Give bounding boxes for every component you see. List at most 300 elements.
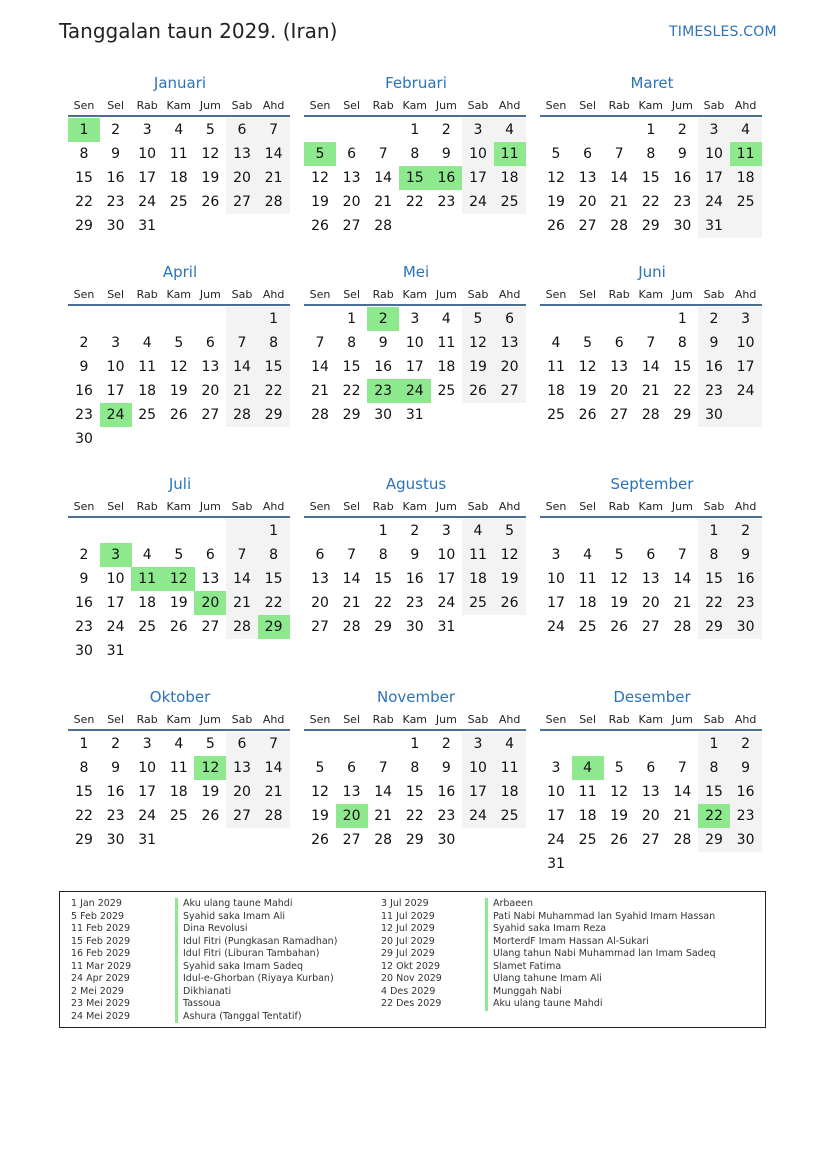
calendar-day[interactable]: 31	[547, 856, 565, 872]
calendar-day[interactable]: 8	[347, 335, 357, 351]
calendar-day[interactable]: 28	[374, 218, 393, 234]
calendar-day[interactable]: 8	[79, 146, 89, 162]
calendar-day[interactable]: 7	[347, 547, 357, 563]
calendar-day[interactable]: 21	[374, 194, 393, 210]
calendar-day[interactable]: 27	[233, 808, 251, 824]
holiday-day[interactable]: 12	[194, 756, 226, 780]
calendar-day[interactable]: 11	[469, 547, 487, 563]
calendar-day[interactable]: 1	[347, 311, 357, 327]
calendar-day[interactable]: 7	[378, 146, 388, 162]
calendar-day[interactable]: 16	[405, 571, 424, 587]
calendar-day[interactable]: 30	[736, 832, 755, 848]
calendar-day[interactable]: 5	[583, 335, 593, 351]
calendar-day[interactable]: 31	[705, 218, 723, 234]
calendar-day[interactable]: 7	[315, 335, 325, 351]
calendar-day[interactable]: 26	[469, 383, 487, 399]
calendar-day[interactable]: 29	[342, 407, 361, 423]
holiday-day[interactable]: 2	[367, 307, 399, 331]
calendar-day[interactable]: 6	[505, 311, 515, 327]
calendar-day[interactable]: 29	[374, 619, 393, 635]
calendar-day[interactable]: 19	[469, 359, 487, 375]
calendar-day[interactable]: 18	[169, 784, 188, 800]
calendar-day[interactable]: 1	[709, 523, 719, 539]
calendar-day[interactable]: 30	[736, 619, 755, 635]
holiday-day[interactable]: 11	[730, 142, 762, 166]
calendar-day[interactable]: 22	[641, 194, 660, 210]
calendar-day[interactable]: 16	[106, 784, 125, 800]
calendar-day[interactable]: 23	[106, 194, 125, 210]
calendar-day[interactable]: 7	[237, 547, 247, 563]
calendar-day[interactable]: 24	[705, 194, 723, 210]
calendar-day[interactable]: 29	[673, 407, 692, 423]
calendar-day[interactable]: 9	[111, 760, 121, 776]
calendar-day[interactable]: 5	[174, 335, 184, 351]
calendar-day[interactable]: 23	[405, 595, 424, 611]
calendar-day[interactable]: 21	[233, 383, 251, 399]
calendar-day[interactable]: 8	[410, 146, 420, 162]
calendar-day[interactable]: 15	[641, 170, 660, 186]
calendar-day[interactable]: 23	[75, 407, 93, 423]
calendar-day[interactable]: 30	[106, 832, 125, 848]
calendar-day[interactable]: 3	[473, 122, 483, 138]
holiday-day[interactable]: 23	[367, 379, 399, 403]
calendar-day[interactable]: 29	[641, 218, 660, 234]
holiday-day[interactable]: 3	[100, 543, 132, 567]
calendar-day[interactable]: 13	[500, 335, 519, 351]
holiday-day[interactable]: 24	[100, 403, 132, 427]
calendar-day[interactable]: 5	[205, 736, 215, 752]
holiday-day[interactable]: 24	[399, 379, 431, 403]
calendar-day[interactable]: 3	[441, 523, 451, 539]
calendar-day[interactable]: 31	[138, 218, 157, 234]
calendar-day[interactable]: 27	[342, 218, 361, 234]
calendar-day[interactable]: 5	[315, 760, 325, 776]
calendar-day[interactable]: 25	[547, 407, 565, 423]
calendar-day[interactable]: 16	[673, 170, 692, 186]
calendar-day[interactable]: 4	[441, 311, 451, 327]
calendar-day[interactable]: 10	[106, 571, 125, 587]
calendar-day[interactable]: 17	[405, 359, 424, 375]
calendar-day[interactable]: 25	[469, 595, 487, 611]
calendar-day[interactable]: 27	[342, 832, 361, 848]
calendar-day[interactable]: 16	[437, 784, 456, 800]
calendar-day[interactable]: 20	[233, 784, 251, 800]
calendar-day[interactable]: 15	[75, 784, 93, 800]
calendar-day[interactable]: 3	[741, 311, 751, 327]
calendar-day[interactable]: 3	[551, 547, 561, 563]
calendar-day[interactable]: 14	[610, 170, 629, 186]
calendar-day[interactable]: 15	[264, 571, 283, 587]
calendar-day[interactable]: 10	[138, 146, 157, 162]
calendar-day[interactable]: 22	[75, 194, 93, 210]
calendar-day[interactable]: 13	[342, 784, 361, 800]
calendar-day[interactable]: 18	[138, 383, 157, 399]
calendar-day[interactable]: 24	[106, 619, 125, 635]
calendar-day[interactable]: 26	[169, 619, 188, 635]
calendar-day[interactable]: 12	[169, 359, 188, 375]
calendar-day[interactable]: 28	[610, 218, 629, 234]
calendar-day[interactable]: 22	[264, 595, 283, 611]
calendar-day[interactable]: 1	[269, 523, 279, 539]
calendar-day[interactable]: 5	[505, 523, 515, 539]
calendar-day[interactable]: 3	[551, 760, 561, 776]
holiday-day[interactable]: 29	[258, 615, 290, 639]
calendar-day[interactable]: 16	[106, 170, 125, 186]
calendar-day[interactable]: 25	[437, 383, 456, 399]
calendar-day[interactable]: 6	[205, 547, 215, 563]
calendar-day[interactable]: 30	[106, 218, 125, 234]
calendar-day[interactable]: 5	[205, 122, 215, 138]
calendar-day[interactable]: 10	[547, 784, 565, 800]
calendar-day[interactable]: 8	[269, 547, 279, 563]
calendar-day[interactable]: 31	[437, 619, 456, 635]
calendar-day[interactable]: 24	[437, 595, 456, 611]
calendar-day[interactable]: 28	[673, 832, 692, 848]
calendar-day[interactable]: 13	[342, 170, 361, 186]
calendar-day[interactable]: 30	[75, 643, 93, 659]
calendar-day[interactable]: 6	[583, 146, 593, 162]
calendar-day[interactable]: 11	[578, 571, 597, 587]
calendar-day[interactable]: 13	[201, 571, 220, 587]
calendar-day[interactable]: 10	[469, 760, 487, 776]
calendar-day[interactable]: 16	[705, 359, 723, 375]
calendar-day[interactable]: 1	[378, 523, 388, 539]
calendar-day[interactable]: 23	[437, 808, 456, 824]
calendar-day[interactable]: 2	[79, 547, 89, 563]
calendar-day[interactable]: 6	[347, 760, 357, 776]
calendar-day[interactable]: 14	[264, 760, 283, 776]
calendar-day[interactable]: 21	[233, 595, 251, 611]
calendar-day[interactable]: 28	[641, 407, 660, 423]
calendar-day[interactable]: 10	[138, 760, 157, 776]
calendar-day[interactable]: 5	[614, 547, 624, 563]
holiday-day[interactable]: 11	[494, 142, 526, 166]
calendar-day[interactable]: 28	[673, 619, 692, 635]
calendar-day[interactable]: 13	[201, 359, 220, 375]
calendar-day[interactable]: 20	[500, 359, 519, 375]
calendar-day[interactable]: 24	[138, 808, 157, 824]
calendar-day[interactable]: 29	[405, 832, 424, 848]
calendar-day[interactable]: 1	[646, 122, 656, 138]
calendar-day[interactable]: 9	[111, 146, 121, 162]
calendar-day[interactable]: 15	[342, 359, 361, 375]
calendar-day[interactable]: 11	[500, 760, 519, 776]
calendar-day[interactable]: 17	[437, 571, 456, 587]
calendar-day[interactable]: 12	[578, 359, 597, 375]
calendar-day[interactable]: 8	[378, 547, 388, 563]
calendar-day[interactable]: 29	[705, 832, 723, 848]
calendar-day[interactable]: 27	[311, 619, 329, 635]
calendar-day[interactable]: 21	[264, 170, 283, 186]
calendar-day[interactable]: 7	[677, 760, 687, 776]
calendar-day[interactable]: 12	[610, 784, 629, 800]
calendar-day[interactable]: 26	[311, 832, 329, 848]
calendar-day[interactable]: 12	[311, 784, 329, 800]
calendar-day[interactable]: 15	[673, 359, 692, 375]
calendar-day[interactable]: 27	[610, 407, 629, 423]
calendar-day[interactable]: 21	[641, 383, 660, 399]
calendar-day[interactable]: 24	[736, 383, 755, 399]
calendar-day[interactable]: 11	[437, 335, 456, 351]
calendar-day[interactable]: 8	[410, 760, 420, 776]
holiday-day[interactable]: 15	[399, 166, 431, 190]
calendar-day[interactable]: 28	[264, 808, 283, 824]
calendar-day[interactable]: 18	[437, 359, 456, 375]
calendar-day[interactable]: 13	[641, 571, 660, 587]
calendar-day[interactable]: 26	[500, 595, 519, 611]
calendar-day[interactable]: 15	[705, 571, 723, 587]
calendar-day[interactable]: 10	[437, 547, 456, 563]
calendar-day[interactable]: 21	[673, 595, 692, 611]
calendar-day[interactable]: 6	[237, 122, 247, 138]
calendar-day[interactable]: 4	[174, 122, 184, 138]
calendar-day[interactable]: 10	[106, 359, 125, 375]
holiday-day[interactable]: 20	[194, 591, 226, 615]
calendar-day[interactable]: 13	[610, 359, 629, 375]
calendar-day[interactable]: 17	[547, 808, 565, 824]
calendar-day[interactable]: 28	[342, 619, 361, 635]
calendar-day[interactable]: 18	[169, 170, 188, 186]
calendar-day[interactable]: 18	[578, 595, 597, 611]
calendar-day[interactable]: 6	[646, 760, 656, 776]
calendar-day[interactable]: 14	[233, 359, 251, 375]
calendar-day[interactable]: 27	[201, 619, 220, 635]
calendar-day[interactable]: 12	[469, 335, 487, 351]
holiday-day[interactable]: 22	[698, 804, 730, 828]
calendar-day[interactable]: 26	[201, 194, 220, 210]
calendar-day[interactable]: 23	[673, 194, 692, 210]
calendar-day[interactable]: 23	[705, 383, 723, 399]
calendar-day[interactable]: 2	[741, 736, 751, 752]
calendar-day[interactable]: 15	[264, 359, 283, 375]
calendar-day[interactable]: 30	[75, 431, 93, 447]
calendar-day[interactable]: 22	[673, 383, 692, 399]
calendar-day[interactable]: 16	[736, 571, 755, 587]
calendar-day[interactable]: 15	[374, 571, 393, 587]
calendar-day[interactable]: 29	[75, 218, 93, 234]
calendar-day[interactable]: 22	[405, 808, 424, 824]
calendar-day[interactable]: 3	[709, 122, 719, 138]
calendar-day[interactable]: 22	[405, 194, 424, 210]
calendar-day[interactable]: 9	[677, 146, 687, 162]
calendar-day[interactable]: 30	[673, 218, 692, 234]
calendar-day[interactable]: 29	[75, 832, 93, 848]
calendar-day[interactable]: 13	[578, 170, 597, 186]
calendar-day[interactable]: 17	[106, 383, 125, 399]
calendar-day[interactable]: 27	[578, 218, 597, 234]
calendar-day[interactable]: 4	[142, 335, 152, 351]
calendar-day[interactable]: 10	[469, 146, 487, 162]
calendar-day[interactable]: 18	[500, 784, 519, 800]
calendar-day[interactable]: 19	[578, 383, 597, 399]
calendar-day[interactable]: 1	[269, 311, 279, 327]
calendar-day[interactable]: 18	[469, 571, 487, 587]
calendar-day[interactable]: 1	[709, 736, 719, 752]
calendar-day[interactable]: 27	[641, 619, 660, 635]
calendar-day[interactable]: 31	[106, 643, 125, 659]
calendar-day[interactable]: 3	[111, 335, 121, 351]
calendar-day[interactable]: 10	[547, 571, 565, 587]
calendar-day[interactable]: 23	[736, 595, 755, 611]
calendar-day[interactable]: 2	[79, 335, 89, 351]
calendar-day[interactable]: 2	[441, 736, 451, 752]
calendar-day[interactable]: 4	[505, 736, 515, 752]
calendar-day[interactable]: 14	[641, 359, 660, 375]
calendar-day[interactable]: 1	[410, 736, 420, 752]
calendar-day[interactable]: 28	[233, 619, 251, 635]
calendar-day[interactable]: 18	[578, 808, 597, 824]
calendar-day[interactable]: 21	[673, 808, 692, 824]
calendar-day[interactable]: 14	[311, 359, 329, 375]
calendar-day[interactable]: 1	[677, 311, 687, 327]
calendar-day[interactable]: 14	[374, 784, 393, 800]
calendar-day[interactable]: 7	[614, 146, 624, 162]
calendar-day[interactable]: 6	[237, 736, 247, 752]
calendar-day[interactable]: 23	[75, 619, 93, 635]
calendar-day[interactable]: 4	[174, 736, 184, 752]
calendar-day[interactable]: 28	[264, 194, 283, 210]
calendar-day[interactable]: 13	[233, 760, 251, 776]
holiday-day[interactable]: 12	[163, 567, 195, 591]
calendar-day[interactable]: 15	[705, 784, 723, 800]
calendar-day[interactable]: 12	[311, 170, 329, 186]
calendar-day[interactable]: 19	[169, 383, 188, 399]
calendar-day[interactable]: 16	[75, 595, 93, 611]
calendar-day[interactable]: 9	[441, 760, 451, 776]
calendar-day[interactable]: 2	[677, 122, 687, 138]
calendar-day[interactable]: 7	[237, 335, 247, 351]
calendar-day[interactable]: 13	[641, 784, 660, 800]
calendar-day[interactable]: 25	[500, 808, 519, 824]
calendar-day[interactable]: 7	[677, 547, 687, 563]
calendar-day[interactable]: 19	[311, 194, 329, 210]
calendar-day[interactable]: 27	[500, 383, 519, 399]
calendar-day[interactable]: 18	[500, 170, 519, 186]
calendar-day[interactable]: 23	[106, 808, 125, 824]
calendar-day[interactable]: 20	[641, 595, 660, 611]
calendar-day[interactable]: 18	[736, 170, 755, 186]
calendar-day[interactable]: 27	[201, 407, 220, 423]
calendar-day[interactable]: 10	[405, 335, 424, 351]
calendar-day[interactable]: 30	[374, 407, 393, 423]
calendar-day[interactable]: 20	[641, 808, 660, 824]
calendar-day[interactable]: 28	[311, 407, 329, 423]
calendar-day[interactable]: 4	[551, 335, 561, 351]
calendar-day[interactable]: 2	[410, 523, 420, 539]
calendar-day[interactable]: 5	[473, 311, 483, 327]
calendar-day[interactable]: 25	[736, 194, 755, 210]
calendar-day[interactable]: 29	[705, 619, 723, 635]
calendar-day[interactable]: 30	[437, 832, 456, 848]
calendar-day[interactable]: 31	[138, 832, 157, 848]
calendar-day[interactable]: 22	[705, 595, 723, 611]
calendar-day[interactable]: 2	[111, 122, 121, 138]
calendar-day[interactable]: 20	[201, 383, 220, 399]
calendar-day[interactable]: 24	[547, 832, 565, 848]
calendar-day[interactable]: 7	[269, 736, 279, 752]
calendar-day[interactable]: 24	[138, 194, 157, 210]
calendar-day[interactable]: 21	[610, 194, 629, 210]
calendar-day[interactable]: 19	[201, 784, 220, 800]
calendar-day[interactable]: 19	[311, 808, 329, 824]
calendar-day[interactable]: 18	[547, 383, 565, 399]
calendar-day[interactable]: 24	[547, 619, 565, 635]
calendar-day[interactable]: 25	[169, 808, 188, 824]
calendar-day[interactable]: 26	[311, 218, 329, 234]
calendar-day[interactable]: 16	[374, 359, 393, 375]
calendar-day[interactable]: 19	[547, 194, 565, 210]
calendar-day[interactable]: 16	[75, 383, 93, 399]
calendar-day[interactable]: 10	[705, 146, 723, 162]
brand-link[interactable]: TIMESLES.COM	[669, 24, 777, 40]
calendar-day[interactable]: 11	[578, 784, 597, 800]
calendar-day[interactable]: 5	[174, 547, 184, 563]
holiday-day[interactable]: 5	[304, 142, 336, 166]
calendar-day[interactable]: 17	[469, 170, 487, 186]
calendar-day[interactable]: 9	[441, 146, 451, 162]
calendar-day[interactable]: 6	[315, 547, 325, 563]
calendar-day[interactable]: 30	[405, 619, 424, 635]
calendar-day[interactable]: 6	[614, 335, 624, 351]
calendar-day[interactable]: 20	[342, 194, 361, 210]
calendar-day[interactable]: 24	[469, 194, 487, 210]
calendar-day[interactable]: 6	[205, 335, 215, 351]
calendar-day[interactable]: 19	[201, 170, 220, 186]
calendar-day[interactable]: 17	[106, 595, 125, 611]
calendar-day[interactable]: 12	[547, 170, 565, 186]
calendar-day[interactable]: 8	[269, 335, 279, 351]
calendar-day[interactable]: 6	[347, 146, 357, 162]
calendar-day[interactable]: 21	[342, 595, 361, 611]
calendar-day[interactable]: 11	[138, 359, 157, 375]
calendar-day[interactable]: 12	[500, 547, 519, 563]
calendar-day[interactable]: 20	[233, 170, 251, 186]
calendar-day[interactable]: 4	[741, 122, 751, 138]
calendar-day[interactable]: 6	[646, 547, 656, 563]
calendar-day[interactable]: 2	[441, 122, 451, 138]
calendar-day[interactable]: 9	[79, 571, 89, 587]
calendar-day[interactable]: 28	[233, 407, 251, 423]
calendar-day[interactable]: 26	[547, 218, 565, 234]
calendar-day[interactable]: 29	[264, 407, 283, 423]
calendar-day[interactable]: 28	[374, 832, 393, 848]
calendar-day[interactable]: 3	[410, 311, 420, 327]
calendar-day[interactable]: 15	[75, 170, 93, 186]
calendar-day[interactable]: 4	[583, 547, 593, 563]
calendar-day[interactable]: 2	[741, 523, 751, 539]
calendar-day[interactable]: 11	[169, 760, 188, 776]
calendar-day[interactable]: 17	[547, 595, 565, 611]
calendar-day[interactable]: 20	[311, 595, 329, 611]
calendar-day[interactable]: 9	[410, 547, 420, 563]
calendar-day[interactable]: 7	[378, 760, 388, 776]
calendar-day[interactable]: 14	[673, 571, 692, 587]
calendar-day[interactable]: 12	[610, 571, 629, 587]
calendar-day[interactable]: 14	[673, 784, 692, 800]
holiday-day[interactable]: 4	[572, 756, 604, 780]
calendar-day[interactable]: 24	[469, 808, 487, 824]
calendar-day[interactable]: 22	[75, 808, 93, 824]
calendar-day[interactable]: 26	[201, 808, 220, 824]
calendar-day[interactable]: 8	[709, 547, 719, 563]
calendar-day[interactable]: 25	[578, 619, 597, 635]
calendar-day[interactable]: 14	[233, 571, 251, 587]
calendar-day[interactable]: 3	[142, 736, 152, 752]
calendar-day[interactable]: 19	[610, 808, 629, 824]
calendar-day[interactable]: 21	[374, 808, 393, 824]
calendar-day[interactable]: 19	[169, 595, 188, 611]
calendar-day[interactable]: 3	[473, 736, 483, 752]
